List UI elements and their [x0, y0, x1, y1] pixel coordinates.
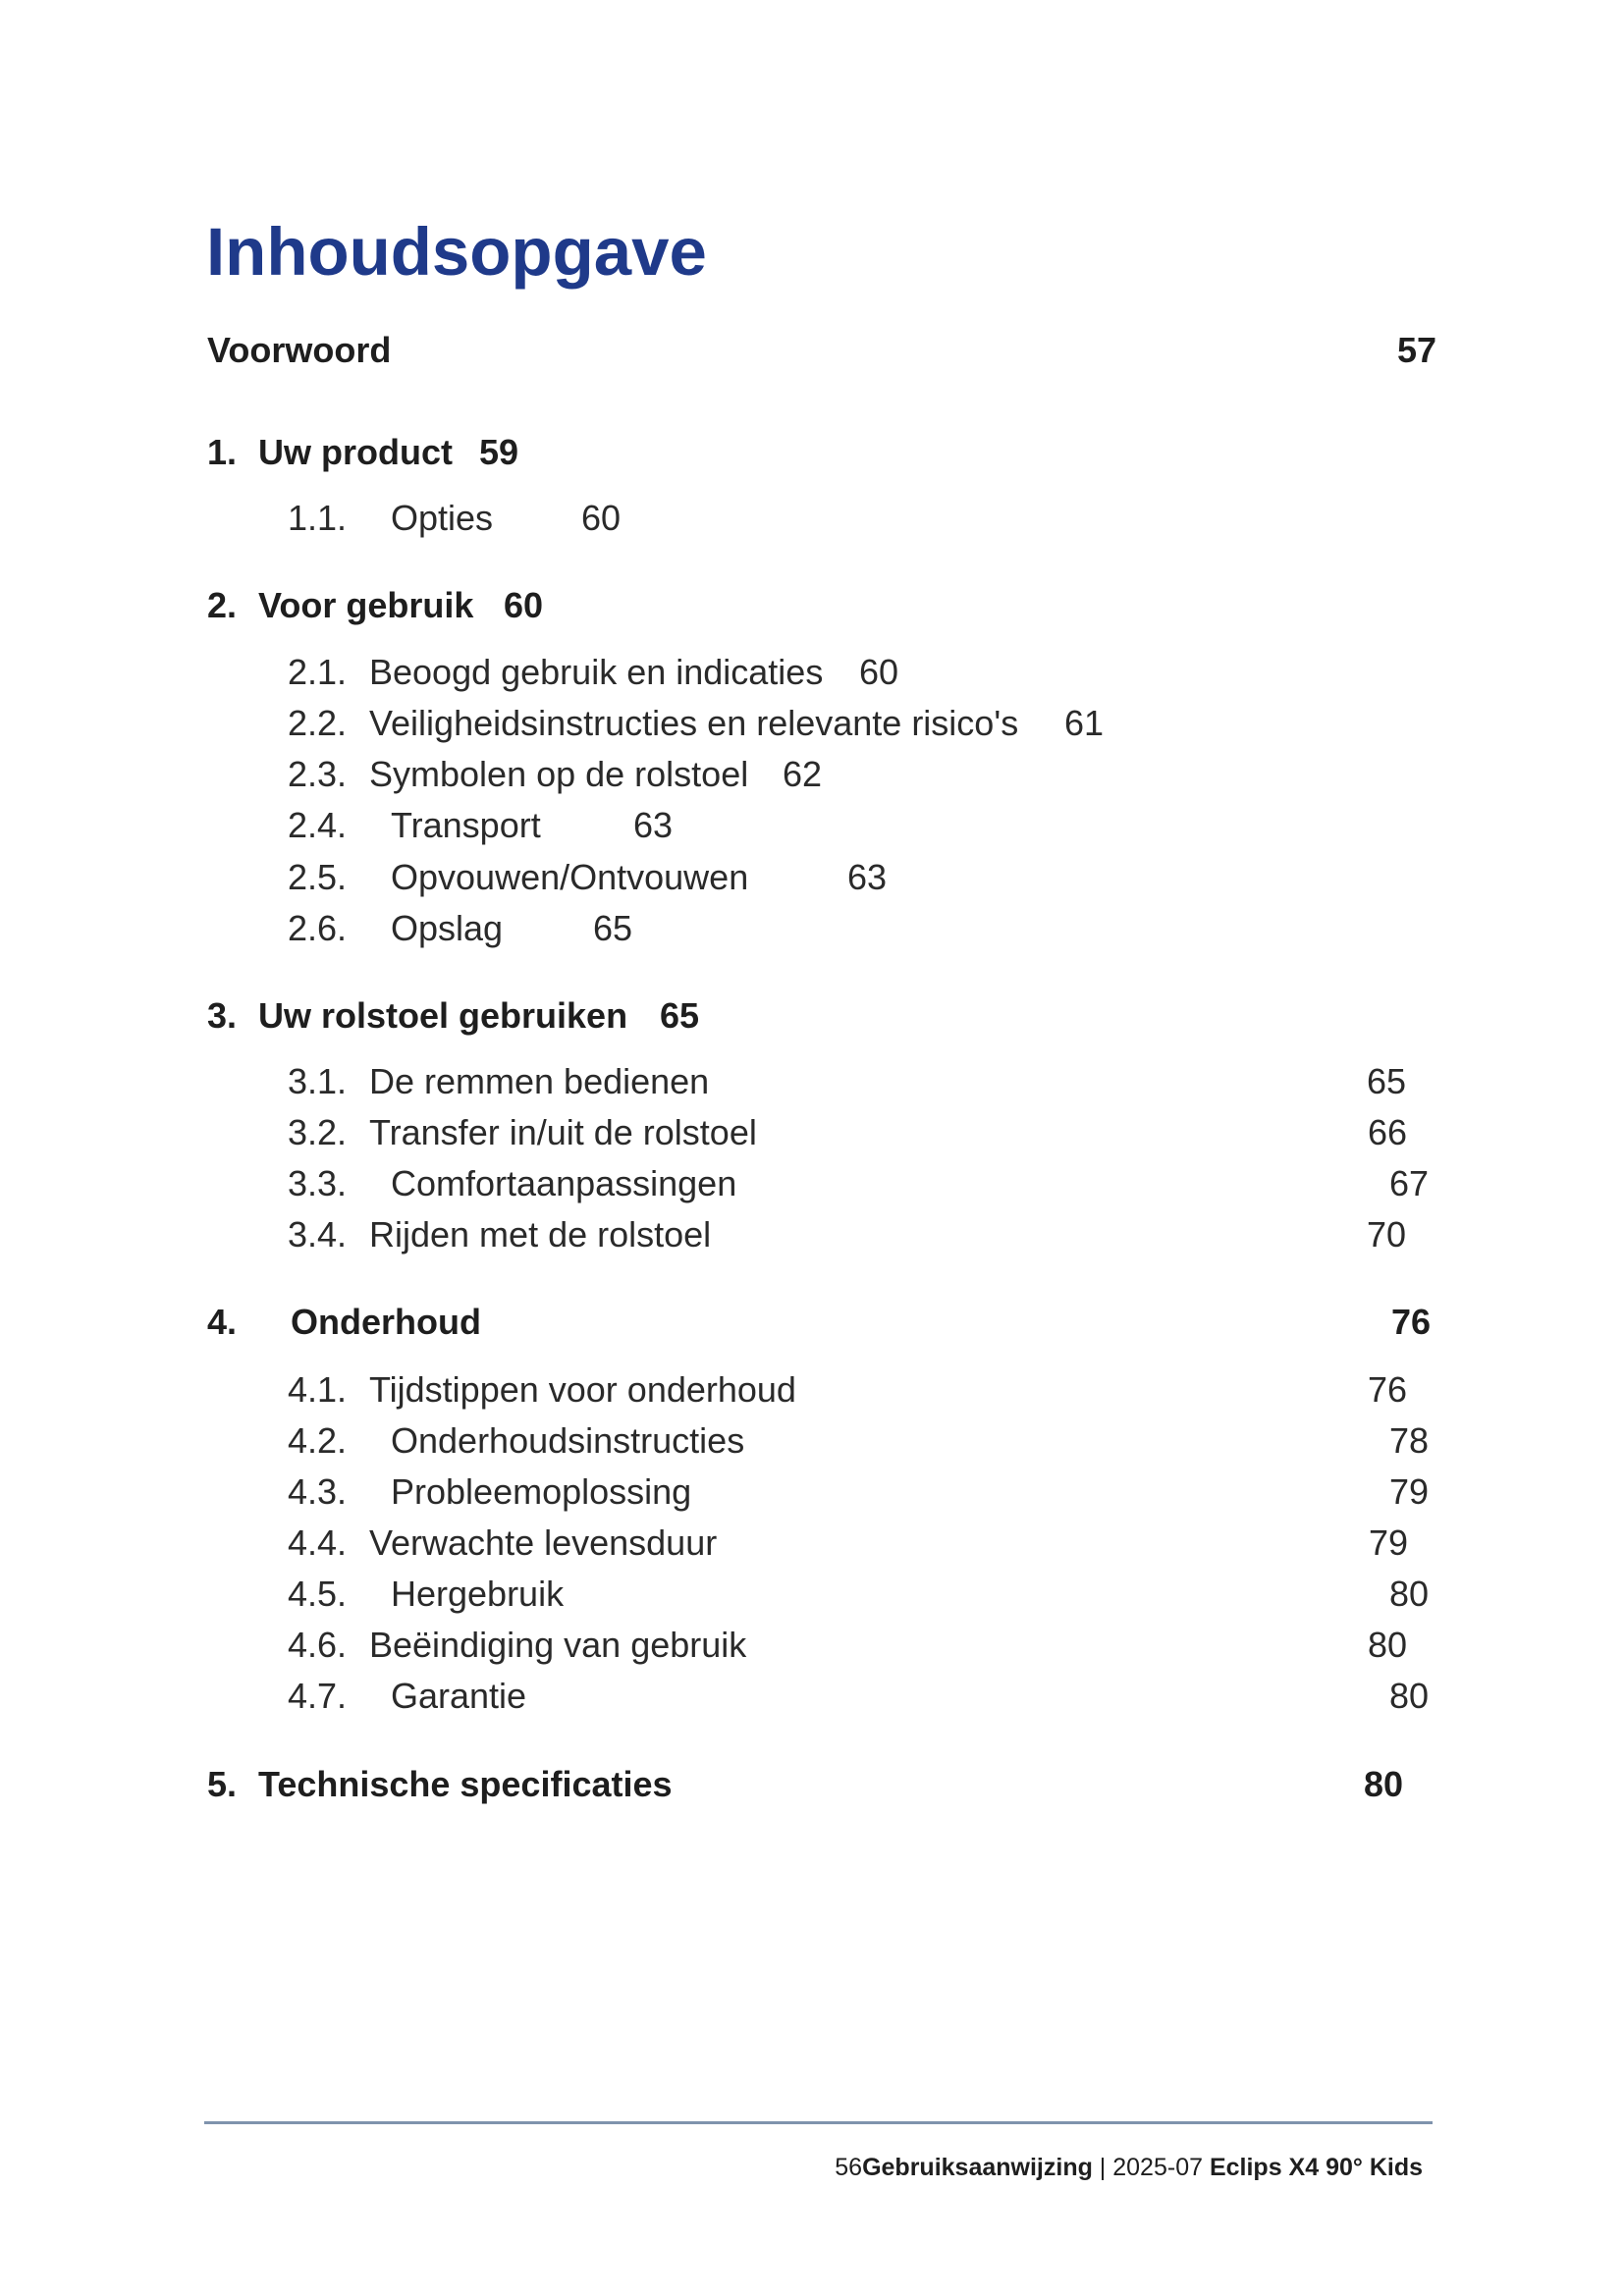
toc-item-number: 4.7. — [288, 1676, 348, 1716]
toc-voorwoord-label[interactable]: Voorwoord — [207, 330, 392, 370]
toc-item-label[interactable]: Rijden met de rolstoel — [369, 1214, 712, 1255]
toc-item-number: 2.1. — [288, 652, 348, 692]
footer-date: 2025-07 — [1112, 2154, 1203, 2181]
toc-item-label[interactable]: Comfortaanpassingen — [391, 1163, 737, 1203]
toc-item-number: 3.3. — [288, 1163, 348, 1203]
toc-item-page[interactable]: 70 — [1366, 1214, 1406, 1255]
toc-item-number: 4.2. — [288, 1420, 348, 1461]
toc-item-number: 4.3. — [288, 1471, 348, 1512]
toc-chapter-label[interactable]: Technische specificaties — [258, 1764, 673, 1804]
toc-chapter-label[interactable]: Voor gebruik — [258, 585, 474, 625]
toc-item-label[interactable]: Hergebruik — [391, 1574, 565, 1614]
toc-item-label[interactable]: Opvouwen/Ontvouwen — [391, 857, 749, 897]
toc-item-label[interactable]: Verwachte levensduur — [369, 1522, 718, 1563]
toc-item-number: 2.3. — [288, 754, 348, 794]
toc-item-label[interactable]: Veiligheidsinstructies en relevante risico's — [369, 703, 1019, 743]
toc-item-number: 3.1. — [288, 1061, 348, 1101]
toc-item-label[interactable]: Opslag — [391, 908, 504, 948]
toc-item-page[interactable]: 65 — [593, 908, 633, 948]
toc-item-page[interactable]: 65 — [1366, 1061, 1406, 1101]
toc-item-page[interactable]: 79 — [1368, 1522, 1408, 1563]
toc-chapter-page[interactable]: 76 — [1390, 1302, 1431, 1342]
toc-item-label[interactable]: Probleemoplossing — [391, 1471, 692, 1512]
toc-item-page[interactable]: 62 — [783, 754, 823, 794]
toc-item-label[interactable]: Beëindiging van gebruik — [369, 1625, 747, 1665]
toc-item-number: 4.5. — [288, 1574, 348, 1614]
toc-chapter-number: 4. — [207, 1302, 238, 1342]
toc-item-label[interactable]: Tijdstippen voor onderhoud — [369, 1369, 796, 1410]
toc-item-page[interactable]: 80 — [1367, 1625, 1407, 1665]
toc-item-page[interactable]: 60 — [859, 652, 899, 692]
toc-item-page[interactable]: 66 — [1367, 1112, 1407, 1152]
toc-item-page[interactable]: 67 — [1388, 1163, 1429, 1203]
toc-chapter-page[interactable]: 59 — [479, 432, 519, 472]
toc-chapter-number: 2. — [207, 585, 238, 625]
toc-chapter-number: 1. — [207, 432, 238, 472]
toc-item-number: 3.2. — [288, 1112, 348, 1152]
toc-item-number: 4.6. — [288, 1625, 348, 1665]
toc-chapter-label[interactable]: Uw rolstoel gebruiken — [258, 995, 628, 1036]
toc-voorwoord-page[interactable]: 57 — [1396, 330, 1436, 370]
toc-chapter-page[interactable]: 60 — [504, 585, 544, 625]
toc-item-page[interactable]: 80 — [1388, 1676, 1429, 1716]
toc-item-label[interactable]: Transport — [391, 805, 541, 845]
toc-item-label[interactable]: Transfer in/uit de rolstoel — [369, 1112, 757, 1152]
toc-item-label[interactable]: Onderhoudsinstructies — [391, 1420, 745, 1461]
toc-item-page[interactable]: 79 — [1388, 1471, 1429, 1512]
footer-divider — [204, 2121, 1433, 2124]
toc-item-label[interactable]: Opties — [391, 498, 494, 538]
footer-separator: | — [1092, 2154, 1113, 2181]
footer — [835, 2154, 1423, 2182]
toc-item-number: 2.5. — [288, 857, 348, 897]
toc-item-label[interactable]: Beoogd gebruik en indicaties — [369, 652, 824, 692]
toc-item-page[interactable]: 61 — [1064, 703, 1105, 743]
footer-page-number: 56 — [835, 2154, 863, 2181]
toc-item-page[interactable]: 63 — [847, 857, 888, 897]
toc-item-number: 2.2. — [288, 703, 348, 743]
toc-item-number: 4.4. — [288, 1522, 348, 1563]
toc-item-label[interactable]: Garantie — [391, 1676, 527, 1716]
footer-product: Eclips X4 90° Kids — [1209, 2154, 1423, 2181]
toc-item-number: 2.4. — [288, 805, 348, 845]
toc-chapter-page[interactable]: 65 — [660, 995, 700, 1036]
toc-chapter-label[interactable]: Uw product — [258, 432, 453, 472]
toc-chapter-label[interactable]: Onderhoud — [291, 1302, 481, 1342]
toc-item-label[interactable]: Symbolen op de rolstoel — [369, 754, 749, 794]
toc-item-page[interactable]: 78 — [1388, 1420, 1429, 1461]
toc-chapter-number: 3. — [207, 995, 238, 1036]
toc-item-number: 1.1. — [288, 498, 348, 538]
toc-item-label[interactable]: De remmen bedienen — [369, 1061, 710, 1101]
toc-item-page[interactable]: 80 — [1388, 1574, 1429, 1614]
toc-chapter-page[interactable]: 80 — [1363, 1764, 1403, 1804]
footer-doc-type: Gebruiksaanwijzing — [862, 2154, 1093, 2181]
toc-item-number: 2.6. — [288, 908, 348, 948]
toc-item-number: 3.4. — [288, 1214, 348, 1255]
toc-item-page[interactable]: 63 — [633, 805, 674, 845]
toc-item-page[interactable]: 60 — [581, 498, 622, 538]
toc-item-number: 4.1. — [288, 1369, 348, 1410]
toc-item-page[interactable]: 76 — [1367, 1369, 1407, 1410]
page-title: Inhoudsopgave — [206, 214, 707, 290]
toc-chapter-number: 5. — [207, 1764, 238, 1804]
